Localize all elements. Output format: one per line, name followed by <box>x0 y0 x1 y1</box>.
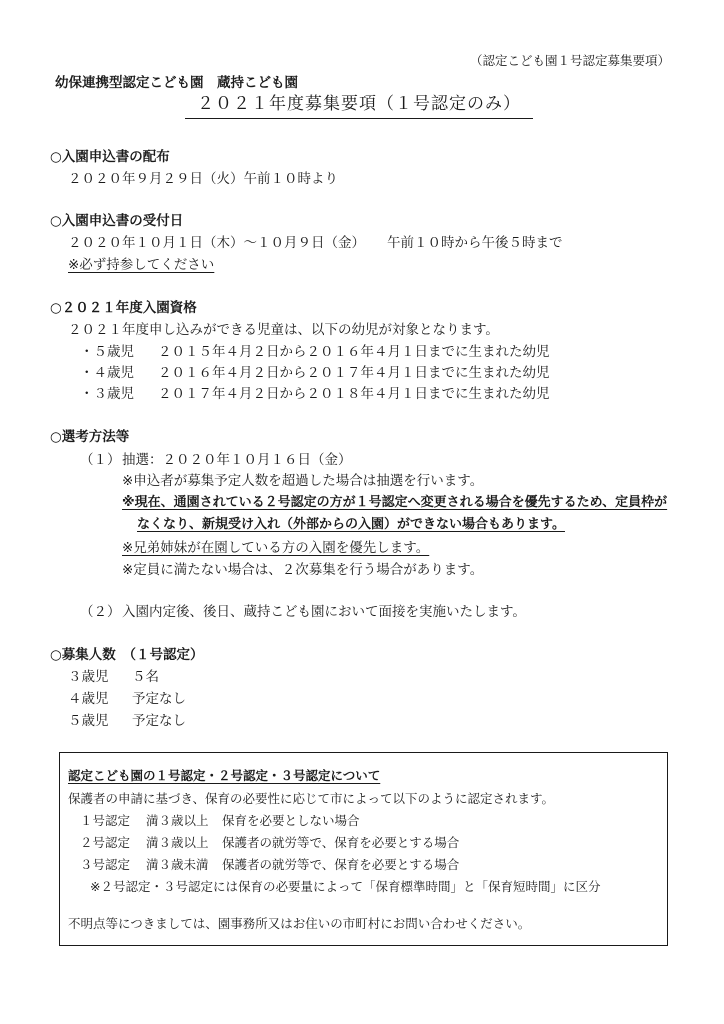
eligibility-range-5: ２０１５年４月２日から２０１６年４月１日までに生まれた幼児 <box>158 344 550 360</box>
eligibility-range-3: ２０１７年４月２日から２０１８年４月１日までに生まれた幼児 <box>158 386 550 402</box>
capacity-count-3: ５名 <box>132 669 159 685</box>
distribution-heading: ○入園申込書の配布 <box>50 149 170 165</box>
capacity-age-3: ３歳児 <box>68 669 109 685</box>
selection-item1-number: （１） <box>80 452 121 468</box>
eligibility-intro: ２０２１年度申し込みができる児童は、以下の幼児が対象となります。 <box>68 322 499 338</box>
capacity-count-4: 予定なし <box>132 691 186 707</box>
selection-heading: ○選考方法等 <box>50 429 130 445</box>
reception-dates: ２０２０年１０月１日（木）～１０月９日（金） <box>68 235 365 251</box>
selection-note-siblings: ※兄弟姉妹が在園している方の入園を優先します。 <box>122 540 430 556</box>
selection-note-priority-line1: ※現在、通園されている２号認定の方が１号認定へ変更される場合を優先するため、定員枠が <box>122 495 668 510</box>
school-name: 幼保連携型認定こども園 蔵持こども園 <box>55 75 298 91</box>
selection-note-second-round: ※定員に満たない場合は、２次募集を行う場合があります。 <box>122 562 484 578</box>
certification-info-box <box>59 752 668 946</box>
selection-note-priority-line2: なくなり、新規受け入れ（外部からの入園）ができない場合もあります。 <box>137 517 565 532</box>
eligibility-heading: ○２０２１年度入園資格 <box>50 300 197 316</box>
info-box-note: ※２号認定・３号認定には保育の必要量によって「保育標準時間」と「保育短時間」に区分 <box>90 879 601 894</box>
reception-hours: 午前１０時から午後５時まで <box>387 235 563 251</box>
eligibility-range-4: ２０１６年４月２日から２０１７年４月１日までに生まれた幼児 <box>158 365 550 381</box>
info-type-2: ２号認定 <box>80 835 131 850</box>
info-desc-2: 保護者の就労等で、保育を必要とする場合 <box>222 835 460 850</box>
info-desc-3: 保護者の就労等で、保育を必要とする場合 <box>222 857 460 872</box>
page-title: ２０２１年度募集要項（１号認定のみ） <box>185 92 533 119</box>
info-desc-1: 保育を必要としない場合 <box>222 813 360 828</box>
selection-item2-number: （２） <box>80 604 121 620</box>
info-age-1: 満３歳以上 <box>146 813 209 828</box>
distribution-date: ２０２０年９月２９日（火）午前１０時より <box>68 171 338 187</box>
capacity-count-5: 予定なし <box>132 713 186 729</box>
info-age-3: 満３歳未満 <box>146 857 209 872</box>
eligibility-age-5: ・５歳児 <box>80 344 134 360</box>
info-box-contact: 不明点等につきましては、園事務所又はお住いの市町村にお問い合わせください。 <box>68 916 531 931</box>
capacity-age-4: ４歳児 <box>68 691 109 707</box>
reception-note: ※必ず持参してください <box>68 257 215 273</box>
capacity-age-5: ５歳児 <box>68 713 109 729</box>
eligibility-age-4: ・４歳児 <box>80 365 134 381</box>
reception-heading: ○入園申込書の受付日 <box>50 213 184 229</box>
selection-interview: 入園内定後、後日、蔵持こども園において面接を実施いたします。 <box>122 604 526 620</box>
info-box-intro: 保護者の申請に基づき、保育の必要性に応じて市によって以下のように認定されます。 <box>68 791 555 806</box>
info-type-3: ３号認定 <box>80 857 131 872</box>
selection-note-lottery: ※申込者が募集予定人数を超過した場合は抽選を行います。 <box>122 473 484 489</box>
eligibility-age-3: ・３歳児 <box>80 386 134 402</box>
info-type-1: １号認定 <box>80 813 131 828</box>
info-age-2: 満３歳以上 <box>146 835 209 850</box>
info-box-heading: 認定こども園の１号認定・２号認定・３号認定について <box>68 768 381 783</box>
selection-lottery-date: 抽選：２０２０年１０月１６日（金） <box>122 452 352 468</box>
capacity-heading: ○募集人数 （１号認定） <box>50 647 204 663</box>
document-tag: （認定こども園１号認定募集要項） <box>470 53 671 68</box>
